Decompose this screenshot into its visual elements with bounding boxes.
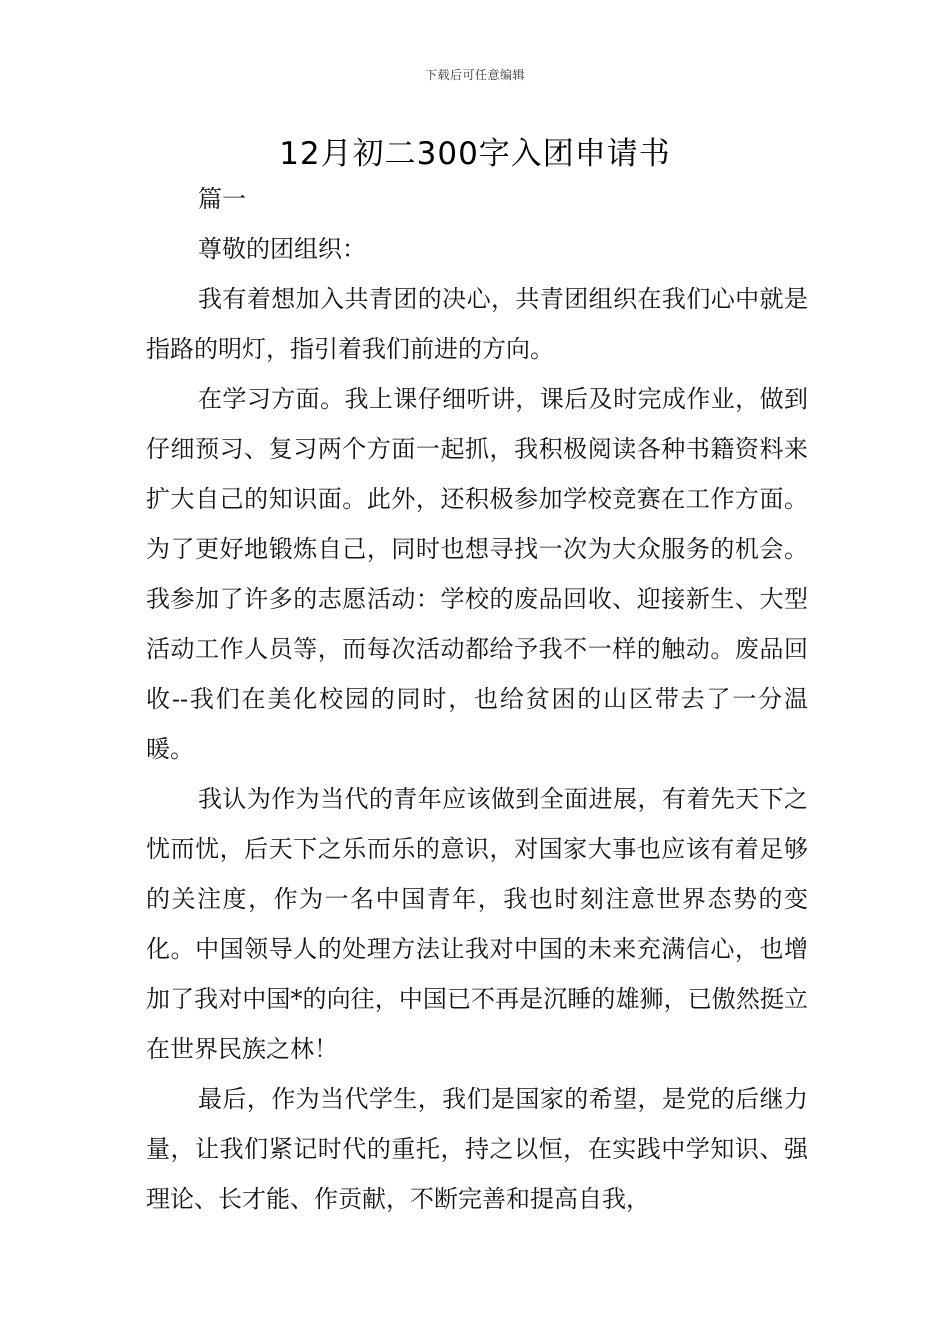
salutation: 尊敬的团组织： — [198, 235, 366, 263]
document-title: 12月初二300字入团申请书 — [279, 136, 671, 172]
section-label: 篇一 — [198, 185, 246, 213]
body-paragraph: 最后，作为当代学生，我们是国家的希望，是党的后继力量，让我们紧记时代的重托，持之以恒，在实践中学知识、强理论、长才能、作贡献，不断完善和提高自我， — [146, 1085, 808, 1213]
body-paragraph: 在学习方面。我上课仔细听讲，课后及时完成作业，做到仔细预习、复习两个方面一起抓，我积极阅读各种书籍资料来扩大自己的知识面。此外，还积极参加学校竞赛在工作方面。为了更好地锻炼自己，同时也想寻找一次为大众服务的机会。我参加了许多的志愿活动：学校的废品回收、迎接新生、大型活动工作人员等，而每次活动都给予我不一样的触动。废品回收--我们在美化校园的同时，也给贫困的山区带去了一分温暖。 — [146, 385, 808, 763]
header-note: 下载后可任意编辑 — [424, 68, 525, 82]
body-paragraph: 我有着想加入共青团的决心，共青团组织在我们心中就是指路的明灯，指引着我们前进的方向。 — [146, 285, 808, 363]
body-paragraph: 我认为作为当代的青年应该做到全面进展，有着先天下之忧而忧，后天下之乐而乐的意识，对国家大事也应该有着足够的关注度，作为一名中国青年，我也时刻注意世界态势的变化。中国领导人的处理方法让我对中国的未来充满信心，也增加了我对中国*的向往，中国已不再是沉睡的雄狮，已傲然挺立在世界民族之林！ — [146, 785, 808, 1063]
document-body — [146, 174, 808, 1224]
